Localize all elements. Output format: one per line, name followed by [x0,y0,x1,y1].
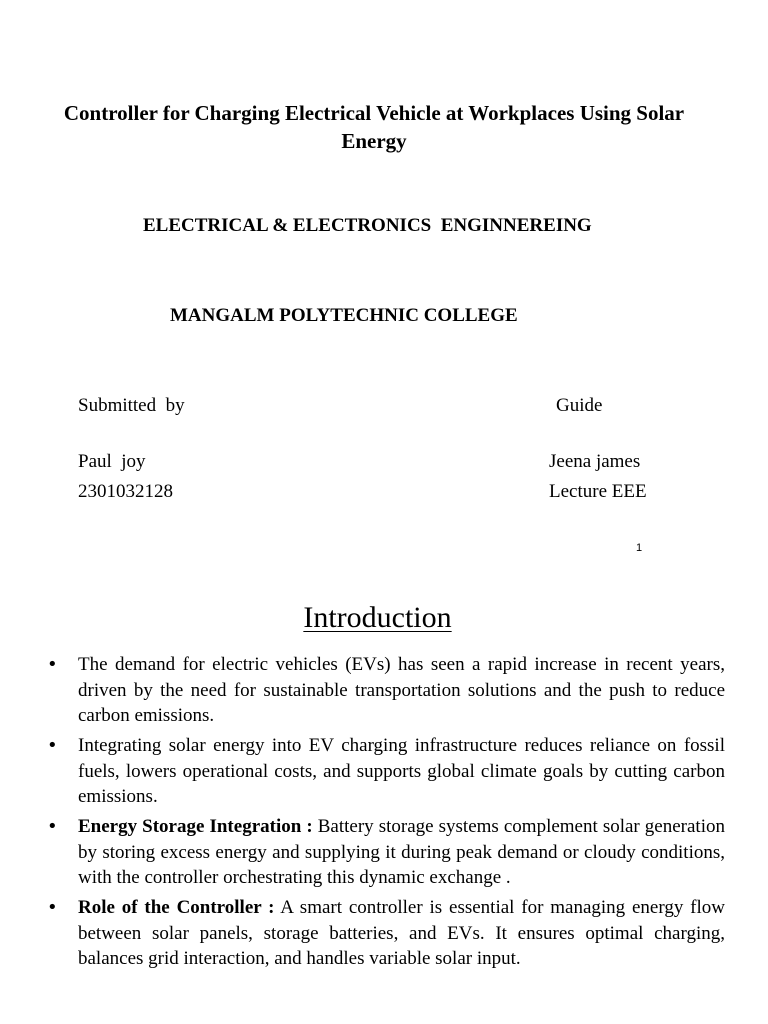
bullet-text: A smart controller is essential for managing energy flow between solar panels, storage batteries, and EVs. It ensures optimal charging, balances grid interaction, and handles variable solar input. [78,897,726,969]
bullet-text: Integrating solar energy into EV charging infrastructure reduces reliance on fossil fuels, lowers operational costs, and supports global climate goals by cutting carbon emissions. [78,735,725,807]
guide-label: Guide [556,395,603,416]
bullet-text: The demand for electric vehicles (EVs) has seen a rapid increase in recent years, driven by the need for sustainable transportation solutions and the push to reduce carbon emissions. [78,654,725,726]
list-item [44,652,725,729]
department-name: ELECTRICAL & ELECTRONICS ENGINNEREING [143,215,592,236]
bullet-dot-icon: • [47,816,58,837]
list-item [44,733,725,810]
guide-title: Lecture EEE [549,481,647,502]
student-name: Paul joy [78,451,146,472]
bullet-text: Battery storage systems complement solar generation by storing excess energy and supplying it during peak demand or cloudy conditions, with the controller orchestrating this dynamic exchange . [78,816,725,888]
document-title: Controller for Charging Electrical Vehicle at Workplaces Using Solar Energy [63,101,685,153]
bullet-dot-icon: • [47,654,58,675]
list-item [44,895,725,972]
list-item [44,814,725,891]
introduction-bullet-list [44,652,725,976]
bullet-bold-label: Energy Storage Integration : [78,816,313,837]
submitted-by-label: Submitted by [78,395,185,416]
guide-name: Jeena james [549,451,641,472]
bullet-dot-icon: • [47,735,58,756]
college-name: MANGALM POLYTECHNIC COLLEGE [170,305,518,326]
bullet-bold-label: Role of the Controller : [78,897,275,918]
introduction-heading: Introduction [303,601,452,634]
page-number: 1 [636,542,643,554]
student-id: 2301032128 [78,481,173,502]
bullet-dot-icon: • [47,897,58,918]
